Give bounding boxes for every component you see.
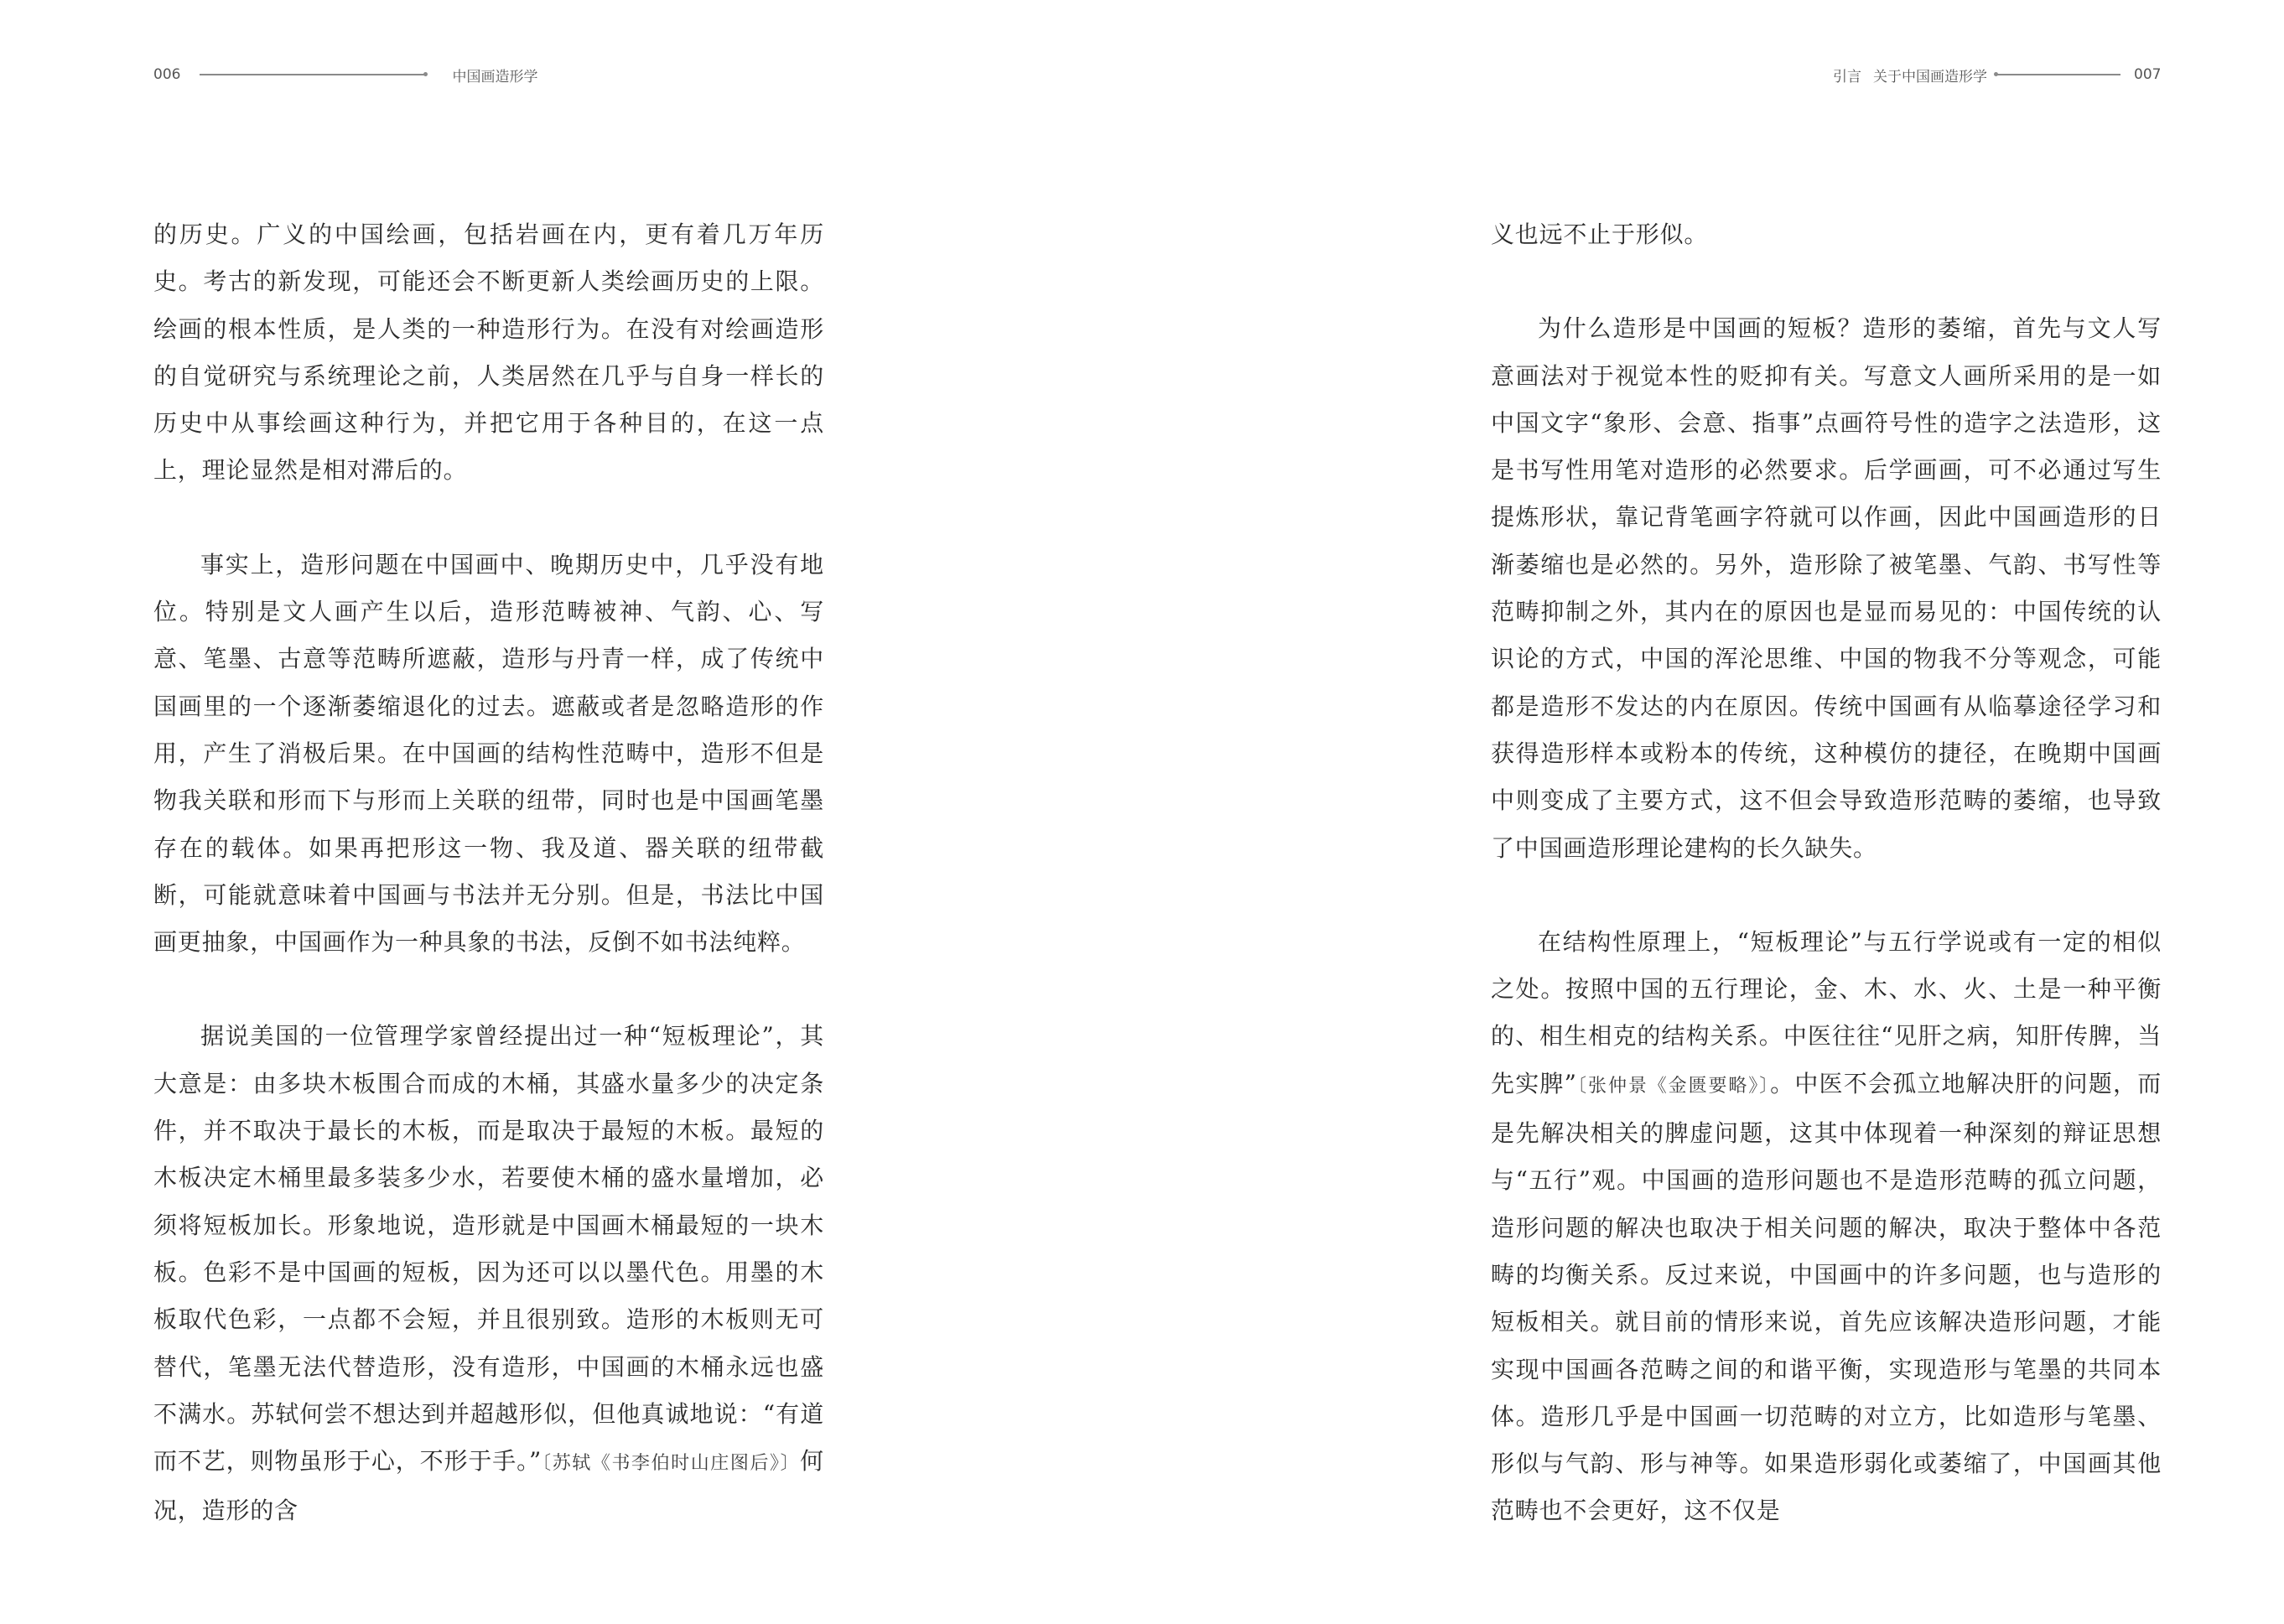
right-page-body [1491,211,2162,1535]
left-page-body [153,211,824,1535]
paragraph-text: 事实上，造形问题在中国画中、晚期历史中，几乎没有地位。特别是文人画产生以后，造形范畴被神、气韵、心、写意、笔墨、古意等范畴所遮蔽，造形与丹青一样，成了传统中国画里的一个逐渐萎缩退化的过去。遮蔽或者是忽略造形的作用，产生了消极后果。在中国画的结构性范畴中，造形不但是物我关联和形而下与形而上关联的纽带，同时也是中国画笔墨存在的载体。如果再把形这一物、我及道、器关联的纽带截断，可能就意味着中国画与书法并无分别。但是，书法比中国画更抽象，中国画作为一种具象的书法，反倒不如书法纯粹。 [153,550,824,957]
paragraph-text: 据说美国的一位管理学家曾经提出过一种“短板理论”，其大意是：由多块木板围合而成的木桶，其盛水量多少的决定条件，并不取决于最长的木板，而是取决于最短的木板。最短的木板决定木桶里最多装多少水，若要使木桶的盛水量增加，必须将短板加长。形象地说，造形就是中国画木桶最短的一块木板。色彩不是中国画的短板，因为还可以以墨代色。用墨的木板取代色彩，一点都不会短，并且很别致。造形的木板则无可替代，笔墨无法代替造形，没有造形，中国画的木桶永远也盛不满水。苏轼何尝不想达到并超越形似，但他真诚地说：“有道而不艺，则物虽形于心，不形于手。” [153,1022,824,1476]
right-page-number: 007 [2134,66,2162,83]
paragraph-text: 的历史。广义的中国绘画，包括岩画在内，更有着几万年历史。考古的新发现，可能还会不断更新人类绘画历史的上限。绘画的根本性质，是人类的一种造形行为。在没有对绘画造形的自觉研究与系统理论之前，人类居然在几乎与自身一样长的历史中从事绘画这种行为，并把它用于各种目的，在这一点上，理论显然是相对滞后的。 [153,221,824,485]
left-page-number: 006 [153,66,181,83]
paragraph [1491,211,2162,258]
chapter-title: 关于中国画造形学 [1873,68,1987,86]
paragraph [153,1013,824,1534]
paragraph [153,211,824,495]
header-rule [200,74,426,75]
header-rule [1996,74,2120,75]
paragraph-text: 。中医不会孤立地解决肝的问题，而是先解决相关的脾虚问题，这其中体现着一种深刻的辩证思想与“五行”观。中国画的造形问题也不是造形范畴的孤立问题，造形问题的解决也取决于相关问题的解决，取决于整体中各范畴的均衡关系。反过来说，中国画中的许多问题，也与造形的短板相关。就目前的情形来说，首先应该解决造形问题，才能实现中国画各范畴之间的和谐平衡，实现造形与笔墨的共同本体。造形几乎是中国画一切范畴的对立方，比如造形与笔墨、形似与气韵、形与神等。如果造形弱化或萎缩了，中国画其他范畴也不会更好，这不仅是 [1491,1069,2162,1525]
paragraph-text: 何况，造形的含 [153,1447,824,1525]
paragraph-text: 为什么造形是中国画的短板？造形的萎缩，首先与文人写意画法对于视觉本性的贬抑有关。写意文人画所采用的是一如中国文字“象形、会意、指事”点画符号性的造字之法造形，这是书写性用笔对造形的必然要求。后学画画，可不必通过写生提炼形状，靠记背笔画字符就可以作画，因此中国画造形的日渐萎缩也是必然的。另外，造形除了被笔墨、气韵、书写性等范畴抑制之外，其内在的原因也是显而易见的：中国传统的认识论的方式，中国的浑沦思维、中国的物我不分等观念，可能都是造形不发达的内在原因。传统中国画有从临摹途径学习和获得造形样本或粉本的传统，这种模仿的捷径，在晚期中国画中则变成了主要方式，这不但会导致造形范畴的萎缩，也导致了中国画造形理论建构的长久缺失。 [1491,314,2162,862]
citation-note: 〔苏轼《书李伯时山庄图后》〕 [542,1453,801,1475]
paragraph [153,542,824,967]
paragraph [1491,919,2162,1535]
paragraph-text: 在结构性原理上，“短板理论”与五行学说或有一定的相似之处。按照中国的五行理论，金、木、水、火、土是一种平衡的、相生相克的结构关系。中医往往“见肝之病，知肝传脾，当先实脾” [1491,927,2162,1097]
left-book-title: 中国画造形学 [452,68,538,86]
paragraph-text: 义也远不止于形似。 [1491,221,1709,248]
paragraph [1491,305,2162,872]
chapter-label: 引言 [1833,68,1861,86]
citation-note: 〔张仲景《金匮要略》〕 [1576,1075,1771,1097]
right-running-header [1833,62,2161,87]
left-running-header [153,62,537,87]
